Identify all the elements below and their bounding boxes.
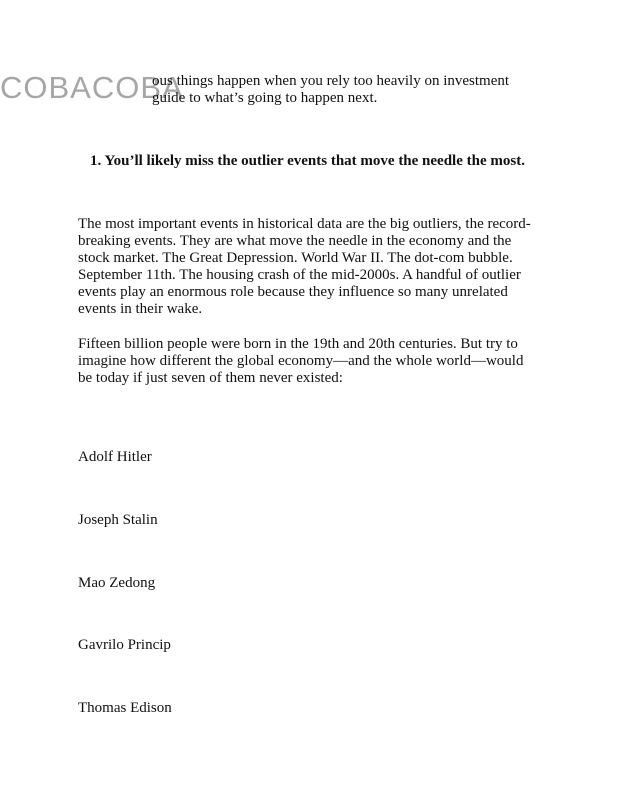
watermark: COBACOBA xyxy=(0,70,184,105)
name-list-item: Thomas Edison xyxy=(78,700,172,716)
paragraph-line: Fifteen billion people were born in the 19th and 20th centuries. But try to xyxy=(78,336,518,352)
paragraph-outliers xyxy=(78,216,558,318)
intro-line: guide to what’s going to happen next. xyxy=(152,90,378,106)
name-list-item: Adolf Hitler xyxy=(78,449,152,465)
name-list-item: Mao Zedong xyxy=(78,575,156,591)
paragraph-line: breaking events. They are what move the needle in the economy and the xyxy=(78,233,512,249)
paragraph-line: The most important events in historical data are the big outliers, the record- xyxy=(78,216,531,232)
intro-line: ous things happen when you rely too heavily on investment xyxy=(152,73,510,89)
paragraph-line: events in their wake. xyxy=(78,301,203,317)
name-list-item: Joseph Stalin xyxy=(78,512,158,528)
paragraph-line: events play an enormous role because they influence so many unrelated xyxy=(78,284,508,300)
section-heading: 1. You’ll likely miss the outlier events that move the needle the most. xyxy=(90,153,525,169)
paragraph-fifteen-billion xyxy=(78,336,558,387)
paragraph-line: imagine how different the global economy—and the whole world—would xyxy=(78,353,524,369)
paragraph-line: stock market. The Great Depression. World War II. The dot-com bubble. xyxy=(78,250,513,266)
intro-text xyxy=(152,73,572,107)
paragraph-line: September 11th. The housing crash of the mid-2000s. A handful of outlier xyxy=(78,267,521,283)
paragraph-line: be today if just seven of them never existed: xyxy=(78,370,343,386)
name-list-item: Gavrilo Princip xyxy=(78,637,171,653)
